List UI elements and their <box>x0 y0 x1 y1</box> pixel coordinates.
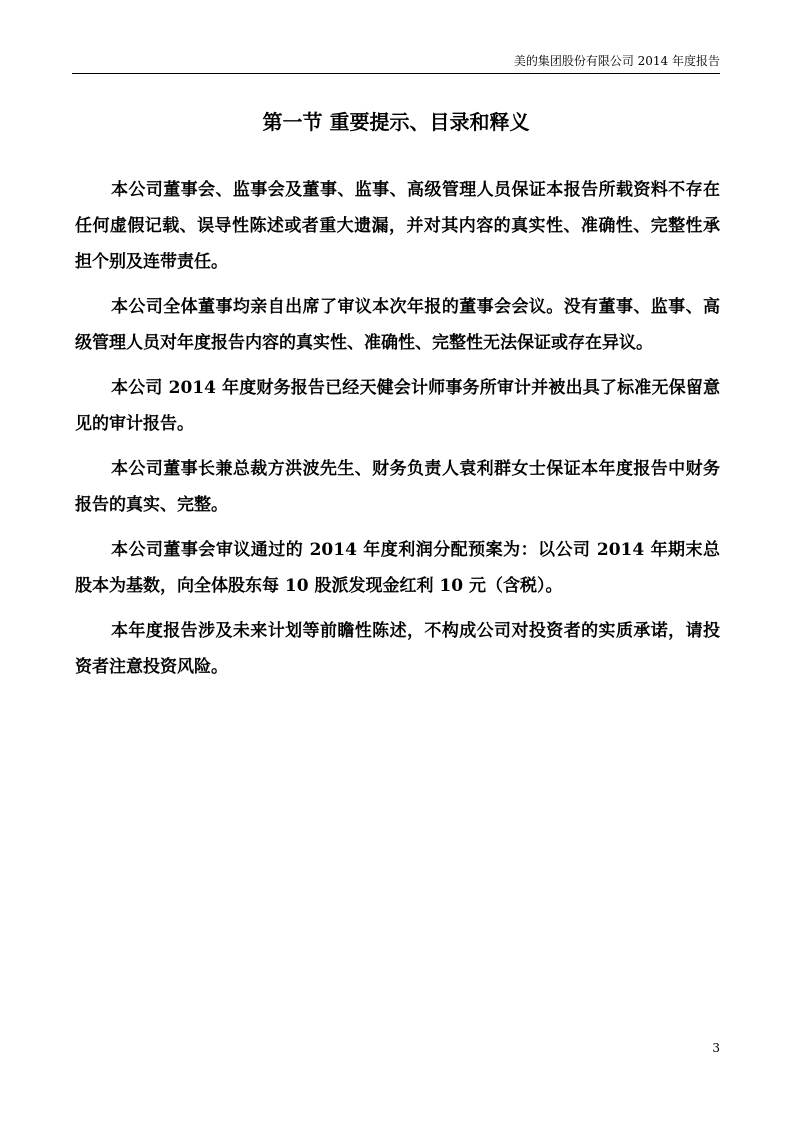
paragraph-forward-looking: 本年度报告涉及未来计划等前瞻性陈述，不构成公司对投资者的实质承诺，请投资者注意投资风险。 <box>75 621 720 677</box>
paragraph-audit-opinion: 本公司 2014 年度财务报告已经天健会计师事务所审计并被出具了标准无保留意见的审计报告。 <box>75 378 720 434</box>
paragraph-accuracy-statement: 本公司董事会、监事会及董事、监事、高级管理人员保证本报告所载资料不存在任何虚假记载、误导性陈述或者重大遗漏，并对其内容的真实性、准确性、完整性承担个别及连带责任。 <box>75 180 720 272</box>
paragraph-board-attendance: 本公司全体董事均亲自出席了审议本次年报的董事会会议。没有董事、监事、高级管理人员对年度报告内容的真实性、准确性、完整性无法保证或存在异议。 <box>75 297 720 353</box>
section-title: 第一节 重要提示、目录和释义 <box>262 110 530 134</box>
notice-body <box>75 172 720 694</box>
paragraph-financial-guarantee: 本公司董事长兼总裁方洪波先生、财务负责人袁利群女士保证本年度报告中财务报告的真实、完整。 <box>75 459 720 515</box>
header-divider <box>72 73 720 74</box>
page-number: 3 <box>712 1041 720 1055</box>
paragraph-profit-distribution: 本公司董事会审议通过的 2014 年度利润分配预案为：以公司 2014 年期末总股本为基数，向全体股东每 10 股派发现金红利 10 元（含税）。 <box>75 540 720 596</box>
running-header: 美的集团股份有限公司 2014 年度报告 <box>513 54 720 68</box>
